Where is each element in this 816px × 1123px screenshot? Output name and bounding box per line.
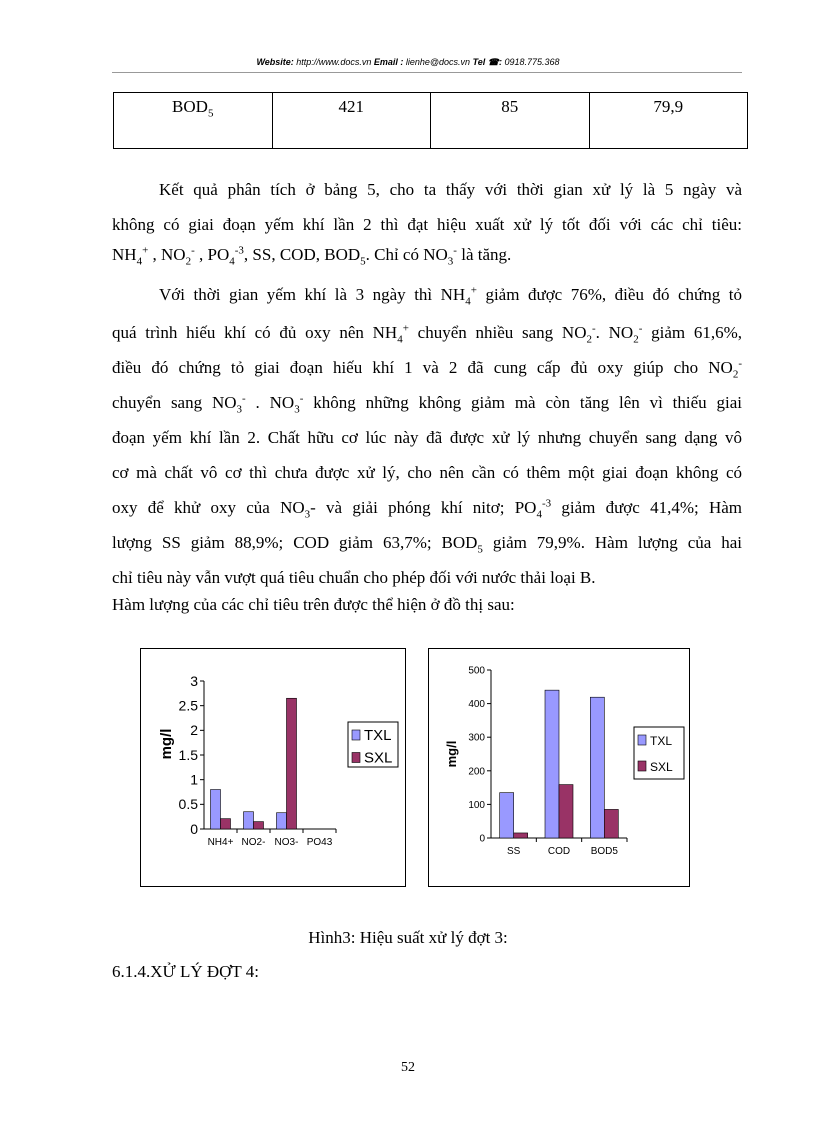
header-divider <box>112 72 742 73</box>
legend-label-sxl: SXL <box>364 749 393 767</box>
website-link[interactable]: http://www.docs.vn <box>296 57 372 67</box>
y-tick-label: 1.5 <box>178 746 198 763</box>
x-tick-label: BOD5 <box>590 846 618 857</box>
paragraph-2-cont: quá trình hiếu khí có đủ oxy nên $NH_4^+$ chuyển nhiều sang $NO_2^-$. $NO_2^-$ giảm 61,6%, điều đó chứng tỏ giai đoạn hiếu khí 1 và 2 đã cung cấp đủ oxy giúp cho $NO_2^-$ chuyển sang $NO_3^-$ . $NO_3^-$ không những không giảm mà còn tăng lên vì thiếu giai đoạn yếm khí lần 2. Chất hữu cơ lúc này đã được xử lý nhưng chuyển sang dạng vô cơ mà chất vô cơ thì chưa được xử lý, cho nên cần có thêm một giai đoạn không có oxy để khử oxy của $NO_3-$ và giải phóng khí nitơ; $PO_4^{-3}$ giảm được 41,4%; Hàm lượng SS giảm 88,9%; COD giảm 63,7%; $BOD_5$ giảm 79,9%. Hàm lượng của hai chỉ tiêu này vẫn vượt quá tiêu chuẩn cho phép đối với nước thải loại B. <box>112 322 743 587</box>
bar-sxl-nh4 <box>221 819 231 829</box>
page-number: 52 <box>401 1060 415 1075</box>
bar-txl-no2 <box>244 812 254 829</box>
email-link[interactable]: lienhe@docs.vn <box>405 57 471 67</box>
y-axis-label: mg/l <box>158 728 175 760</box>
y-tick-label: 100 <box>468 799 485 811</box>
x-tick-label: NO2- <box>241 837 266 848</box>
paragraph-1: Kết quả phân tích ở bảng 5, cho ta thấy với thời gian xử lý là 5 ngày và <box>159 180 742 199</box>
bar-sxl-cod <box>559 785 573 838</box>
legend-swatch-sxl <box>352 753 360 763</box>
legend-label-sxl: SXL <box>650 760 673 774</box>
email-label: Email : <box>373 57 404 67</box>
chart-2-frame <box>428 648 690 887</box>
legend-label-txl: TXL <box>650 734 673 748</box>
chart-1 <box>141 649 405 886</box>
chart-2 <box>429 649 689 886</box>
table-cell: 79,9 <box>589 93 748 149</box>
bar-sxl-ss <box>514 833 528 838</box>
y-tick-label: 0.5 <box>178 796 198 813</box>
bar-txl-nh4 <box>211 790 221 829</box>
y-tick-label: 2 <box>190 722 198 739</box>
figure-caption: Hình3: Hiệu suất xử lý đợt 3: <box>308 928 508 947</box>
bar-sxl-bod5 <box>604 809 618 838</box>
bar-sxl-no3 <box>287 698 297 829</box>
x-tick-label: COD <box>547 846 571 857</box>
table-cell: 85 <box>431 93 590 149</box>
y-tick-label: 2.5 <box>178 697 198 714</box>
chart-1-frame <box>140 648 406 887</box>
legend-label-txl: TXL <box>364 727 392 744</box>
legend-swatch-sxl <box>638 761 646 771</box>
section-heading: 6.1.4.XỬ LÝ ĐỢT 4: <box>112 962 259 981</box>
x-tick-label: SS <box>506 846 521 857</box>
x-tick-label: NO3- <box>274 837 299 848</box>
y-tick-label: 300 <box>468 732 485 744</box>
y-axis-label: mg/l <box>444 740 459 768</box>
tel-number: 0918.775.368 <box>504 57 560 67</box>
bar-sxl-no2 <box>254 822 264 829</box>
y-tick-label: 3 <box>190 672 198 689</box>
paragraph-2: Với thời gian yếm khí là 3 ngày thì $NH_4^+$ giảm được 76%, điều đó chứng tỏ <box>159 284 743 308</box>
y-tick-label: 200 <box>468 766 485 778</box>
y-tick-label: 400 <box>468 699 485 711</box>
paragraph-3: Hàm lượng của các chỉ tiêu trên được thể hiện ở đồ thị sau: <box>112 595 515 614</box>
legend-swatch-txl <box>638 735 646 745</box>
y-tick-label: 0 <box>190 820 198 837</box>
paragraph-1-cont: không có giai đoạn yếm khí lần 2 thì đạt hiệu xuất xử lý tốt đối với các chỉ tiêu: $NH_4^+$ , $NO_2^-$ , $PO_4^{-3}$, SS, COD, $BOD_5$. Chỉ có $NO_3^-$ là tăng. <box>112 215 742 268</box>
page-header <box>0 57 816 68</box>
x-tick-label: NH4+ <box>207 837 234 848</box>
y-tick-label: 500 <box>468 665 485 677</box>
results-table <box>113 92 748 149</box>
tel-label: Tel ☎: <box>472 57 502 67</box>
y-tick-label: 0 <box>479 833 485 845</box>
table-cell: $BOD_5$ <box>114 93 273 149</box>
bar-txl-bod5 <box>590 697 604 838</box>
x-tick-label: PO43 <box>306 837 333 848</box>
bar-txl-no3 <box>277 813 287 829</box>
y-tick-label: 1 <box>190 771 198 788</box>
table-row <box>114 93 748 149</box>
website-label: Website: <box>256 57 294 67</box>
bar-txl-cod <box>545 690 559 838</box>
legend-swatch-txl <box>352 730 360 740</box>
bar-txl-ss <box>500 793 514 838</box>
table-cell: 421 <box>272 93 431 149</box>
